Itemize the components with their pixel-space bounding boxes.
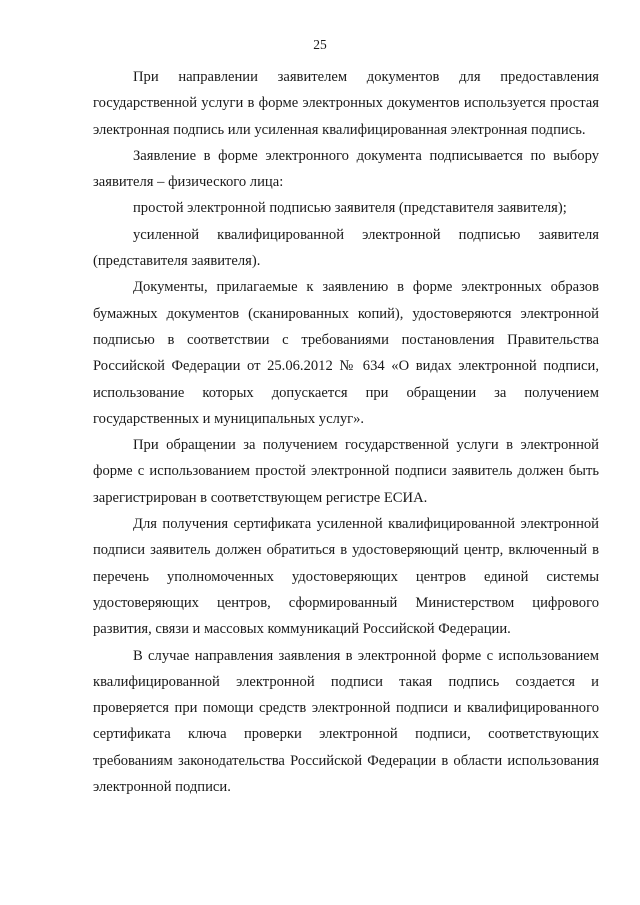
paragraph-attached-documents: Документы, прилагаемые к заявлению в форме электронных образов бумажных документов (сканированных копий), удостоверяются электронной подписью в соответствии с требованиями постановления Правительства Российской Федерации от 25.06.2012 № 634 «О видах электронной подписи, использование которых допускается при обращении за получением государственных и муниципальных услуг». — [93, 279, 599, 427]
paragraph-certificate-obtaining: Для получения сертификата усиленной квалифицированной электронной подписи заявитель должен обратиться в удостоверяющий центр, включенный в перечень уполномоченных удостоверяющих центров единой системы удостоверяющих центров, сформированный Министерством цифрового развития, связи и массовых коммуникаций Российской Федерации. — [93, 516, 599, 638]
page-number: 25 — [313, 37, 327, 52]
paragraph-qualified-signature-option: усиленной квалифицированной электронной подписью заявителя (представителя заявителя). — [93, 226, 599, 270]
paragraph-simple-signature-option: простой электронной подписью заявителя (представителя заявителя); — [133, 200, 567, 217]
paragraph-signature-types: При направлении заявителем документов для предоставления государственной услуги в форме электронных документов используется простая электронная подпись или усиленная квалифицированная электронная подпись. — [93, 69, 599, 138]
paragraph-esia-registration: При обращении за получением государственной услуги в электронной форме с использованием простой электронной подписи заявитель должен быть зарегистрирован в соответствующем регистре ЕСИА. — [93, 437, 599, 506]
paragraph-qualified-signature-verification: В случае направления заявления в электронной форме с использованием квалифицированной электронной подписи такая подпись создается и проверяется при помощи средств электронной подписи и квалифицированного сертификата ключа проверки электронной подписи, соответствующих требованиям законодательства Российской Федерации в области использования электронной подписи. — [93, 647, 599, 796]
document-body — [93, 64, 599, 800]
paragraph-application-signing: Заявление в форме электронного документа подписывается по выбору заявителя – физического лица: — [93, 147, 599, 191]
